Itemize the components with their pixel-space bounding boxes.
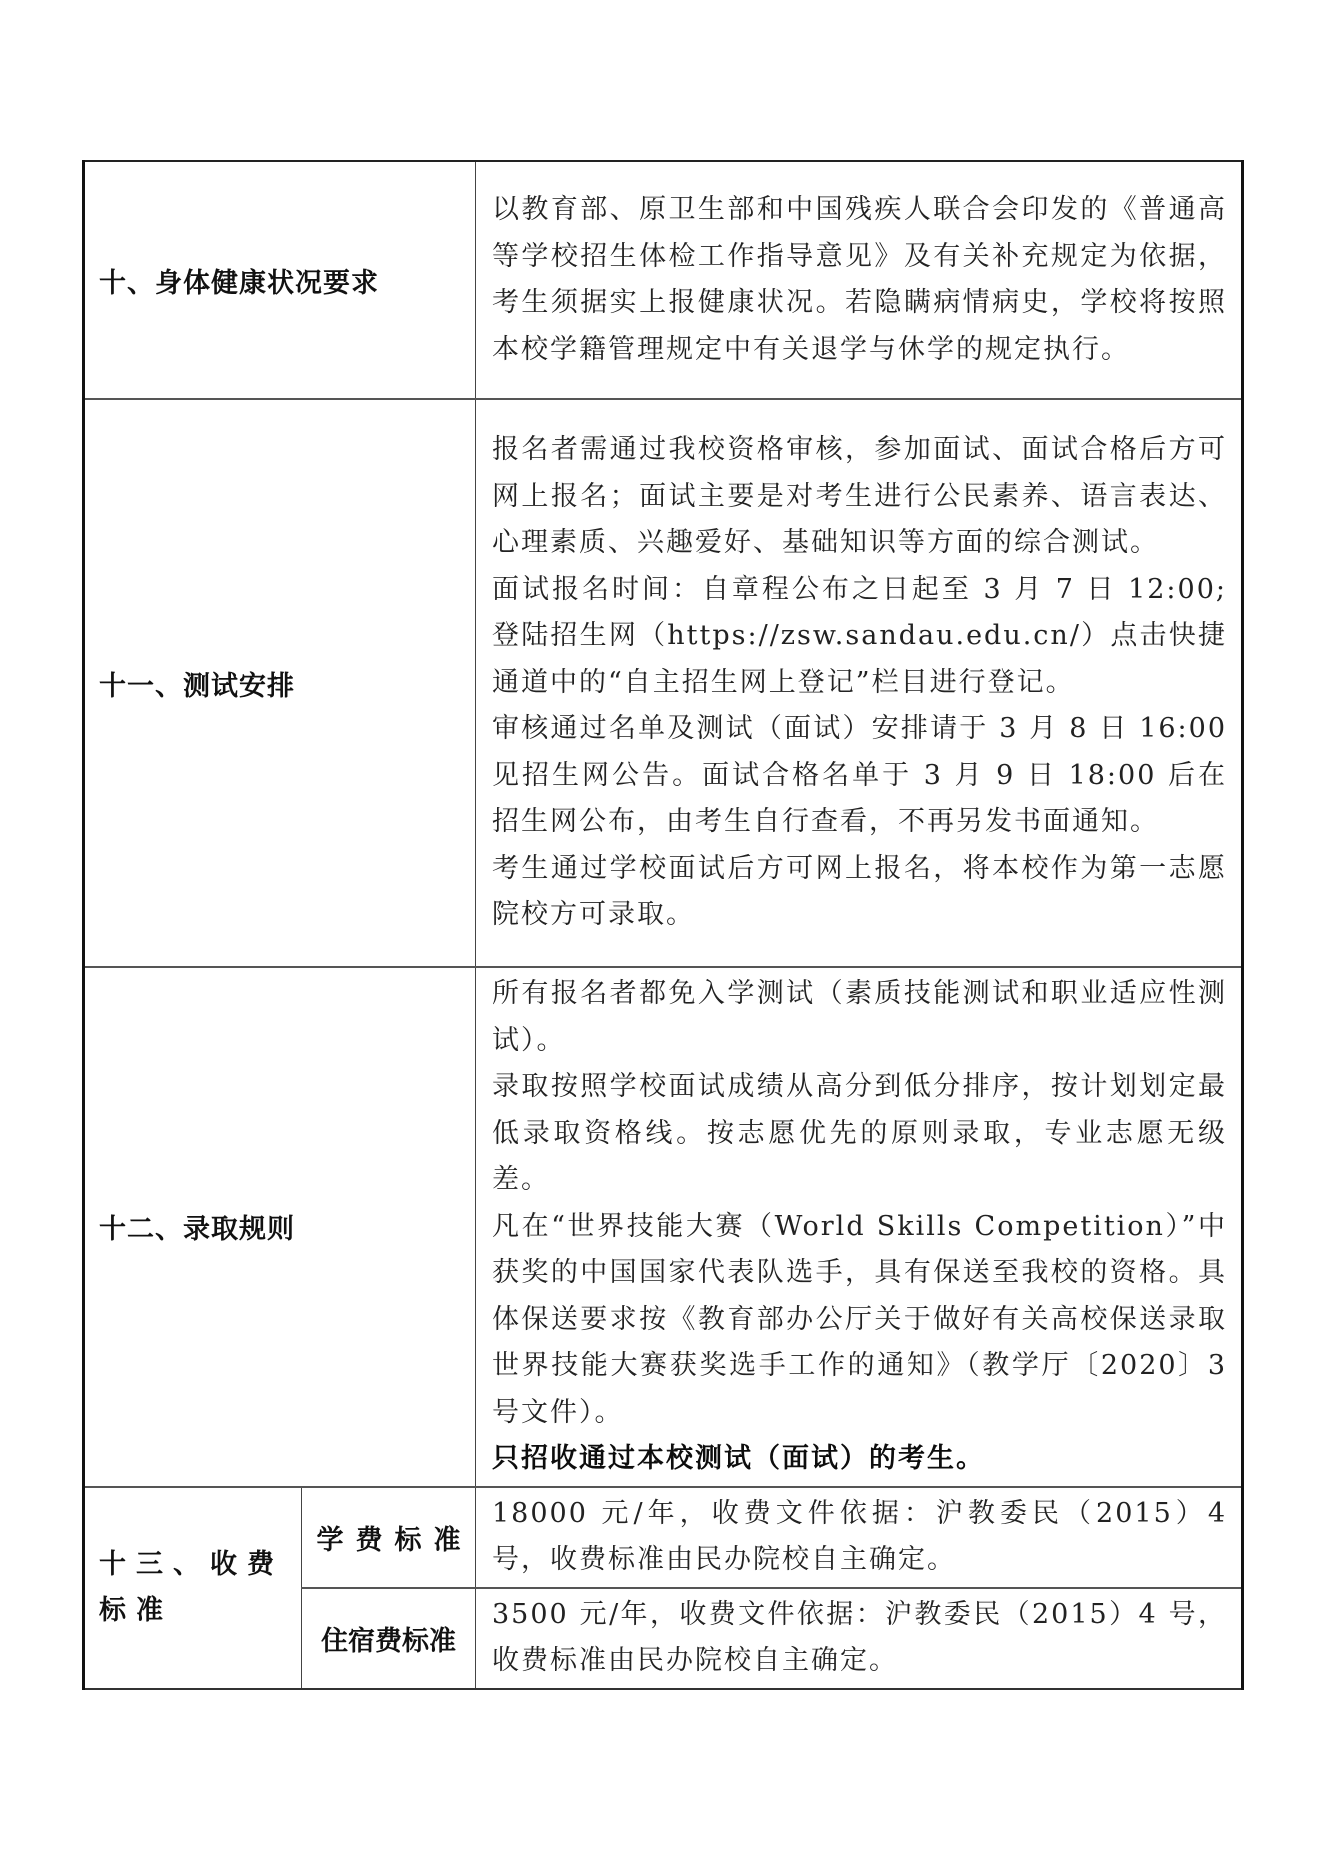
row-label-health: 十、身体健康状况要求 [84,161,476,399]
paragraph: 面试报名时间：自章程公布之日起至 3 月 7 日 12:00;登陆招生网（https://zsw.sandau.edu.cn/）点击快捷通道中的“自主招生网上登记”栏目进行登记。 [492,573,1227,698]
paragraph: 报名者需通过我校资格审核，参加面试、面试合格后方可网上报名；面试主要是对考生进行公民素养、语言表达、心理素质、兴趣爱好、基础知识等方面的综合测试。 [492,434,1227,559]
paragraph: 所有报名者都免入学测试（素质技能测试和职业适应性测试）。 [492,978,1227,1056]
row-label-fees: 十三、收费标准 [84,1487,302,1689]
row-content-test-arrangement [476,399,1243,967]
paragraph: 考生通过学校面试后方可网上报名，将本校作为第一志愿院校方可录取。 [492,852,1227,931]
row-label-admission-rules: 十二、录取规则 [84,967,476,1487]
content-tuition [476,1487,1243,1588]
row-content-health [476,161,1243,399]
sublabel-tuition: 学费标准 [302,1487,476,1588]
table-row-tuition [84,1487,1243,1588]
admission-rules-table [82,160,1244,1690]
sublabel-accommodation: 住宿费标准 [302,1588,476,1689]
table-row-admission-rules [84,967,1243,1487]
paragraph: 18000 元/年，收费文件依据：沪教委民（2015）4 号，收费标准由民办院校自主确定。 [492,1497,1227,1575]
content-accommodation [476,1588,1243,1689]
paragraph: 以教育部、原卫生部和中国残疾人联合会印发的《普通高等学校招生体检工作指导意见》及有关补充规定为依据，考生须据实上报健康状况。若隐瞒病情病史，学校将按照本校学籍管理规定中有关退学与休学的规定执行。 [492,194,1227,365]
paragraph: 凡在“世界技能大赛（World Skills Competition）”中获奖的中国国家代表队选手，具有保送至我校的资格。具体保送要求按《教育部办公厅关于做好有关高校保送录取世界技能大赛获奖选手工作的通知》（教学厅〔2020〕3 号文件）。 [492,1210,1227,1428]
paragraph: 审核通过名单及测试（面试）安排请于 3 月 8 日 16:00 见招生网公告。面试合格名单于 3 月 9 日 18:00 后在招生网公布，由考生自行查看，不再另发书面通知。 [492,713,1227,838]
table-row-health [84,161,1243,399]
table-row-test-arrangement [84,399,1243,967]
row-label-test-arrangement: 十一、测试安排 [84,399,476,967]
paragraph: 录取按照学校面试成绩从高分到低分排序，按计划划定最低录取资格线。按志愿优先的原则录取，专业志愿无级差。 [492,1071,1227,1195]
bold-notice: 只招收通过本校测试（面试）的考生。 [492,1443,985,1474]
row-content-admission-rules [476,967,1243,1487]
paragraph: 3500 元/年，收费文件依据：沪教委民（2015）4 号，收费标准由民办院校自主确定。 [492,1598,1227,1676]
